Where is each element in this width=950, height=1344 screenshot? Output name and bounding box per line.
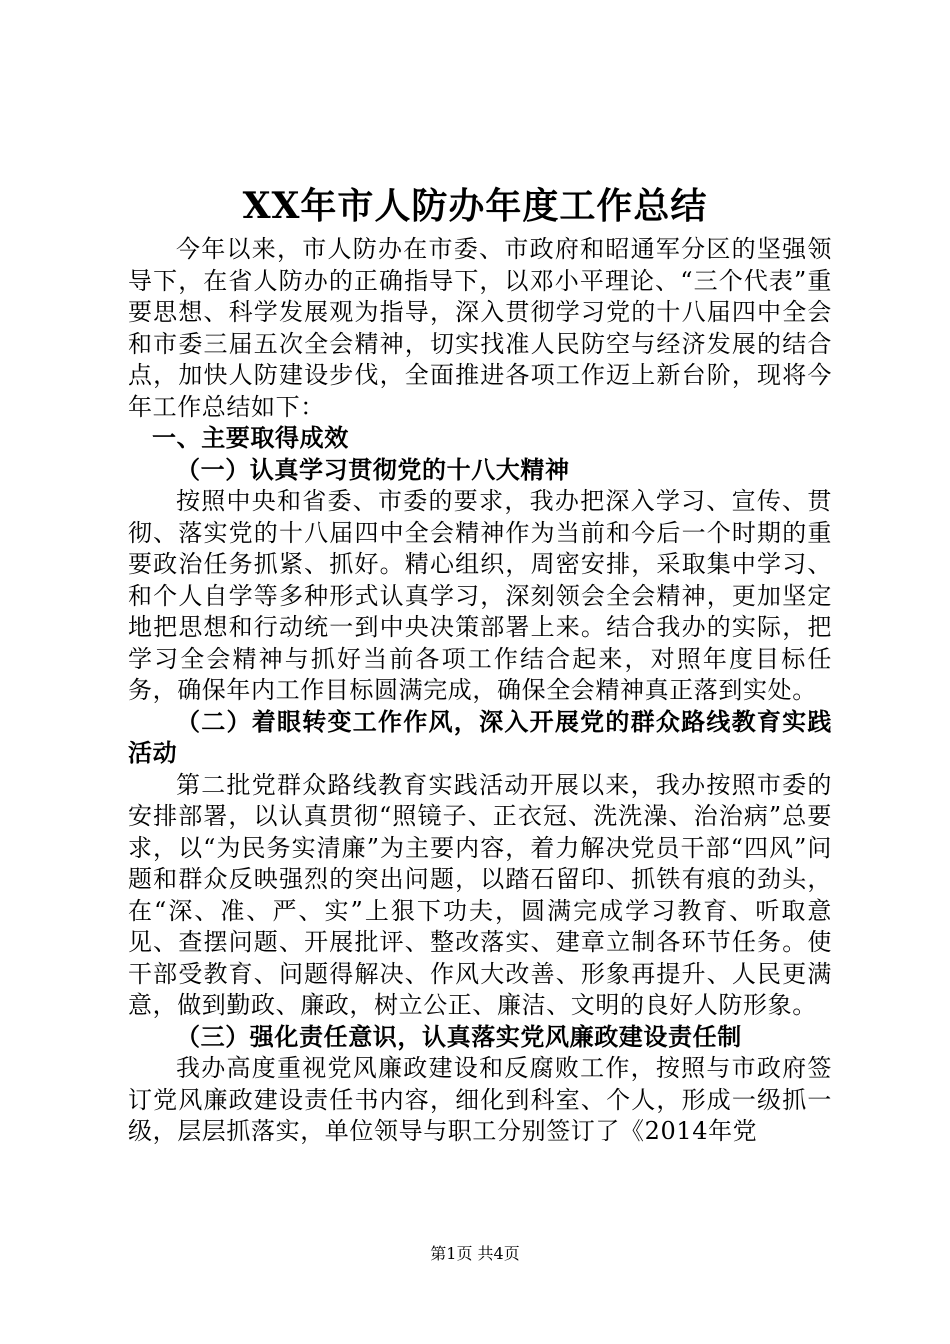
subsection-heading-2: （二）着眼转变工作作风，深入开展党的群众路线教育实践活动 — [128, 707, 832, 767]
subsection-paragraph-3: 我办高度重视党风廉政建设和反腐败工作，按照与市政府签订党风廉政建设责任书内容，细化到科室、个人，形成一级抓一级，层层抓落实，单位领导与职工分别签订了《2014年党 — [128, 1054, 832, 1145]
section-heading-1: 一、主要取得成效 — [152, 424, 349, 452]
document-body — [128, 234, 832, 1148]
subsection-paragraph-1: 按照中央和省委、市委的要求，我办把深入学习、宣传、贯彻、落实党的十八届四中全会精神作为当前和今后一个时期的重要政治任务抓紧、抓好。精心组织，周密安排，采取集中学习、和个人自学等多种形式认真学习，深刻领会全会精神，更加坚定地把思想和行动统一到中央决策部署上来。结合我办的实际，把学习全会精神与抓好当前各项工作结合起来，对照年度目标任务，确保年内工作目标圆满完成，确保全会精神真正落到实处。 — [128, 487, 832, 704]
subsection-heading-1: （一）认真学习贯彻党的十八大精神 — [176, 455, 570, 484]
document-title: XX年市人防办年度工作总结 — [242, 185, 708, 227]
page-footer: 第1页 共4页 — [430, 1244, 520, 1263]
intro-paragraph: 今年以来，市人防办在市委、市政府和昭通军分区的坚强领导下，在省人防办的正确指导下，以邓小平理论、“三个代表”重要思想、科学发展观为指导，深入贯彻学习党的十八届四中全会和市委三届五次全会精神，切实找准人民防空与经济发展的结合点，加快人防建设步伐，全面推进各项工作迈上新台阶，现将今年工作总结如下： — [128, 235, 832, 421]
subsection-paragraph-2: 第二批党群众路线教育实践活动开展以来，我办按照市委的安排部署，以认真贯彻“照镜子、正衣冠、洗洗澡、治治病”总要求，以“为民务实清廉”为主要内容，着力解决党员干部“四风”问题和群众反映强烈的突出问题，以踏石留印、抓铁有痕的劲头，在“深、准、严、实”上狠下功夫，圆满完成学习教育、听取意见、查摆问题、开展批评、整改落实、建章立制各环节任务。使干部受教育、问题得解决、作风大改善、形象再提升、人民更满意，做到勤政、廉政，树立公正、廉洁、文明的良好人防形象。 — [128, 770, 832, 1019]
subsection-heading-3: （三）强化责任意识，认真落实党风廉政建设责任制 — [176, 1022, 742, 1051]
